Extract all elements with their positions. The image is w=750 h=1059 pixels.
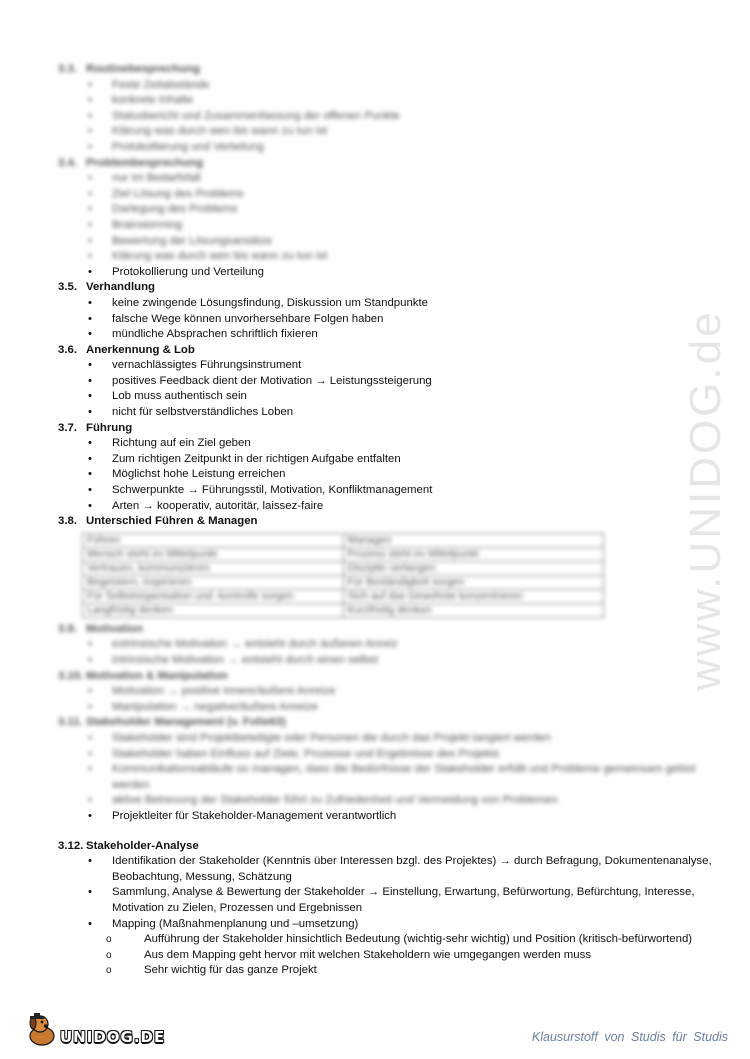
- list-item: • nur im Bedarfsfall: [58, 171, 718, 187]
- section-heading-verhandlung: 3.5. Verhandlung: [58, 281, 155, 294]
- blurred-middle-region: [58, 622, 718, 809]
- table-cell: Kurzfristig denken: [343, 603, 604, 617]
- footer-logo: [24, 1012, 204, 1048]
- bullet-list: [58, 731, 718, 809]
- list-item: • intrinsische Motivation → entsteht durch einen selbst: [58, 653, 718, 669]
- document-page: www.UNIDOG.de 3.3. Routinebesprechung • Feste Zeitabstände • konkrete Inhalte • Statusbericht und Zusammenfassung der offenen Punkte • Klärung was durch wen bis wann zu tun ist • Protokollierung und Verteilung 3.4. Problembesprechung • nur im Bedarfsfall • Ziel Lösung des Problems • Darlegung des Problems • Brainstorming • Bewertung der Lösungsansätze • Klärung was durch wen bis wann zu tun ist • Protokollierung und Verteilung 3.5. Verhandlung • keine zwingende Lösungsfindung, Diskussion um Standpunkte • falsche Wege können unvorhersehbare Folgen haben • mündliche Absprachen schriftlich fixieren 3.6. Anerkennung & Lob • vernachlässigtes Führungsinstrument • positives Feedback dient der Motivation → Leistungssteigerung • Lob muss authentisch sein • nicht für selbstverständliches Loben 3.7. Führung • Richtung auf ein Ziel geben • Zum richtigen Zeitpunkt in der richtigen Aufgabe entfalten • Möglichst hohe Leistung erreichen • Schwerpunkte → Führungsstil, Motivation, Konfliktmanagement • Arten → kooperativ, autoritär, laissez-faire 3.8. Unterschied Führen & Managen Führen Managen Mensch steht im Mittelpunkt Prozess steht im Mittelpunkt Vertrauen, kommunizieren Disziplin verlangen Begeistern, inspirieren Für Beständigkeit sorgen Für Selbstorganisation und -kontrolle sorgen Sich auf das Gewohnte konzentrieren Langfristig denken Kurzfristig denken 3.9. Motivation • extrinsische Motivation → entsteht durch äußeren Anreiz • intrinsische Motivation → entsteht durch einen selbst 3.10. Motivation & Manipulation • Motivation → positive innere/äußere Anreize • Manipulation → negative/äußere Anreize 3.11. Stakeholder Management (v. Folie63) • Stakeholder sind Projektbeteiligte oder Personen die durch das Projekt tangiert werden • Stakeholder haben Einfluss auf Ziele, Prozesse und Ergebnisse des Projekts • Kommunikationsabläufe so managen, dass die Bedürfnisse der Stakeholder erfüllt und Probleme gemeinsam gelöst werden • aktive Betreuung der Stakeholder führt zu Zufriedenheit und Vermeidung von Problemen • Projektleiter für Stakeholder-Management verantwortlich 3.12. Stakeholder-Analyse • Identifikation der Stakeholder (Kenntnis über Interessen bzgl. des Projektes) → durch Befragung, Dokumentenanalyse, Beobachtung, Messung, Schätzung • Sammlung, Analyse & Bewertung der Stakeholder → Einstellung, Erwartung, Befürwortung, Befürchtung, Interesse, Motivation zu Zielen, Prozessen und Ergebnissen • Mapping (Maßnahmenplanung und –umsetzung) o Aufführung der Stakeholder hinsichtlich Bedeutung (wichtig-sehr wichtig) und Position (kritisch-befürwortend) o Aus dem Mapping geht hervor mit welchen Stakeholdern wie umgegangen werden muss o Sehr wichtig für das ganze Projekt UNIDOG.DE Klausurstoff von Studis für Studis: [0, 0, 750, 1059]
- list-item: • Motivation → positive innere/äußere Anreize: [58, 684, 718, 700]
- list-item: • Schwerpunkte → Führungsstil, Motivation, Konfliktmanagement: [58, 483, 718, 499]
- list-item: • Protokollierung und Verteilung: [58, 265, 718, 281]
- blurred-top-region: [58, 62, 718, 265]
- table-cell: Führen: [83, 533, 344, 547]
- footer-slogan: Klausurstoff von Studis für Studis: [531, 1030, 728, 1044]
- list-item: • Brainstorming: [58, 218, 718, 234]
- table-row: [83, 533, 604, 547]
- table-row: [83, 561, 604, 575]
- list-item: • mündliche Absprachen schriftlich fixieren: [58, 327, 718, 343]
- table-cell: Disziplin verlangen: [343, 561, 604, 575]
- table-cell: Für Selbstorganisation und -kontrolle sorgen: [83, 589, 344, 603]
- list-item: • Klärung was durch wen bis wann zu tun ist: [58, 249, 718, 265]
- list-item: • nicht für selbstverständliches Loben: [58, 405, 718, 421]
- list-item: • Mapping (Maßnahmenplanung und –umsetzung): [58, 917, 718, 933]
- sub-list-item: o Aufführung der Stakeholder hinsichtlich Bedeutung (wichtig-sehr wichtig) und Position (kritisch-befürwortend): [58, 932, 718, 948]
- sub-bullet-list: [58, 932, 718, 979]
- section-heading: 3.3. Routinebesprechung: [58, 63, 200, 75]
- bullet-list: [58, 436, 718, 514]
- section-heading-fuehrung: 3.7. Führung: [58, 421, 133, 434]
- table-cell: Langfristig denken: [83, 603, 344, 617]
- table-cell: Begeistern, inspirieren: [83, 575, 344, 589]
- section-heading: 3.10. Motivation & Manipulation: [58, 669, 228, 682]
- list-item: • Lob muss authentisch sein: [58, 389, 718, 405]
- bullet-list: [58, 684, 718, 715]
- list-item: • aktive Betreuung der Stakeholder führt zu Zufriedenheit und Vermeidung von Problemen: [58, 793, 718, 809]
- list-item: • Ziel Lösung des Problems: [58, 187, 718, 203]
- section-heading: 3.11. Stakeholder Management (v. Folie63): [58, 716, 286, 729]
- list-item: • keine zwingende Lösungsfindung, Diskussion um Standpunkte: [58, 296, 718, 312]
- sub-list-item: o Aus dem Mapping geht hervor mit welchen Stakeholdern wie umgegangen werden muss: [58, 948, 718, 964]
- bullet-list: [58, 809, 718, 825]
- table-row: [83, 603, 604, 617]
- bullet-list: [58, 265, 718, 281]
- list-item: • falsche Wege können unvorhersehbare Folgen haben: [58, 312, 718, 328]
- sub-list-item: o Sehr wichtig für das ganze Projekt: [58, 963, 718, 979]
- table-row: [83, 575, 604, 589]
- list-item: • Darlegung des Problems: [58, 202, 718, 218]
- list-item: • Projektleiter für Stakeholder-Management verantwortlich: [58, 809, 718, 825]
- table-cell: Für Beständigkeit sorgen: [343, 575, 604, 589]
- table-cell: Sich auf das Gewohnte konzentrieren: [343, 589, 604, 603]
- bullet-list: [58, 296, 718, 343]
- list-item: • Identifikation der Stakeholder (Kenntnis über Interessen bzgl. des Projektes) → durch Befragung, Dokumentenanalyse, Beobachtung, Messung, Schätzung: [58, 854, 718, 885]
- table-cell: Mensch steht im Mittelpunkt: [83, 547, 344, 561]
- logo-text: UNIDOG.DE: [60, 1028, 166, 1046]
- bullet-list: [58, 171, 718, 265]
- list-item: • vernachlässigtes Führungsinstrument: [58, 358, 718, 374]
- list-item: • Richtung auf ein Ziel geben: [58, 436, 718, 452]
- list-item: • extrinsische Motivation → entsteht durch äußeren Anreiz: [58, 637, 718, 653]
- comparison-table: [82, 533, 604, 618]
- list-item: • Klärung was durch wen bis wann zu tun ist: [58, 124, 718, 140]
- section-heading-fuehren-managen: 3.8. Unterschied Führen & Managen: [58, 515, 258, 528]
- list-item: • konkrete Inhalte: [58, 93, 718, 109]
- section-heading-stakeholder-analyse: 3.12. Stakeholder-Analyse: [58, 839, 199, 852]
- list-item: • Kommunikationsabläufe so managen, dass die Bedürfnisse der Stakeholder erfüllt und Probleme gemeinsam gelöst werden: [58, 762, 718, 793]
- list-item: • Feste Zeitabstände: [58, 78, 718, 94]
- list-item: • positives Feedback dient der Motivation → Leistungssteigerung: [58, 374, 718, 390]
- list-item: • Zum richtigen Zeitpunkt in der richtigen Aufgabe entfalten: [58, 452, 718, 468]
- list-item: • Statusbericht und Zusammenfassung der offenen Punkte: [58, 109, 718, 125]
- bullet-list: [58, 854, 718, 932]
- bullet-list: [58, 358, 718, 420]
- list-item: • Protokollierung und Verteilung: [58, 140, 718, 156]
- document-content: [58, 62, 718, 979]
- table-cell: Vertrauen, kommunizieren: [83, 561, 344, 575]
- bullet-list: [58, 78, 718, 156]
- section-heading: 3.9. Motivation: [58, 622, 143, 635]
- table-cell: Prozess steht im Mittelpunkt: [343, 547, 604, 561]
- dog-mascot-icon: [24, 1012, 64, 1048]
- list-item: • Stakeholder haben Einfluss auf Ziele, Prozesse und Ergebnisse des Projekts: [58, 747, 718, 763]
- table-cell: Managen: [343, 533, 604, 547]
- list-item: • Möglichst hohe Leistung erreichen: [58, 467, 718, 483]
- list-item: • Arten → kooperativ, autoritär, laissez-faire: [58, 499, 718, 515]
- list-item: • Stakeholder sind Projektbeteiligte oder Personen die durch das Projekt tangiert werden: [58, 731, 718, 747]
- list-item: • Sammlung, Analyse & Bewertung der Stakeholder → Einstellung, Erwartung, Befürwortung, Befürchtung, Interesse, Motivation zu Zielen, Prozessen und Ergebnissen: [58, 885, 718, 916]
- bullet-list: [58, 637, 718, 668]
- table-row: [83, 547, 604, 561]
- section-heading-anerkennung: 3.6. Anerkennung & Lob: [58, 343, 195, 356]
- table-row: [83, 589, 604, 603]
- list-item: • Manipulation → negative/äußere Anreize: [58, 700, 718, 716]
- section-heading: 3.4. Problembesprechung: [58, 156, 204, 169]
- list-item: • Bewertung der Lösungsansätze: [58, 234, 718, 250]
